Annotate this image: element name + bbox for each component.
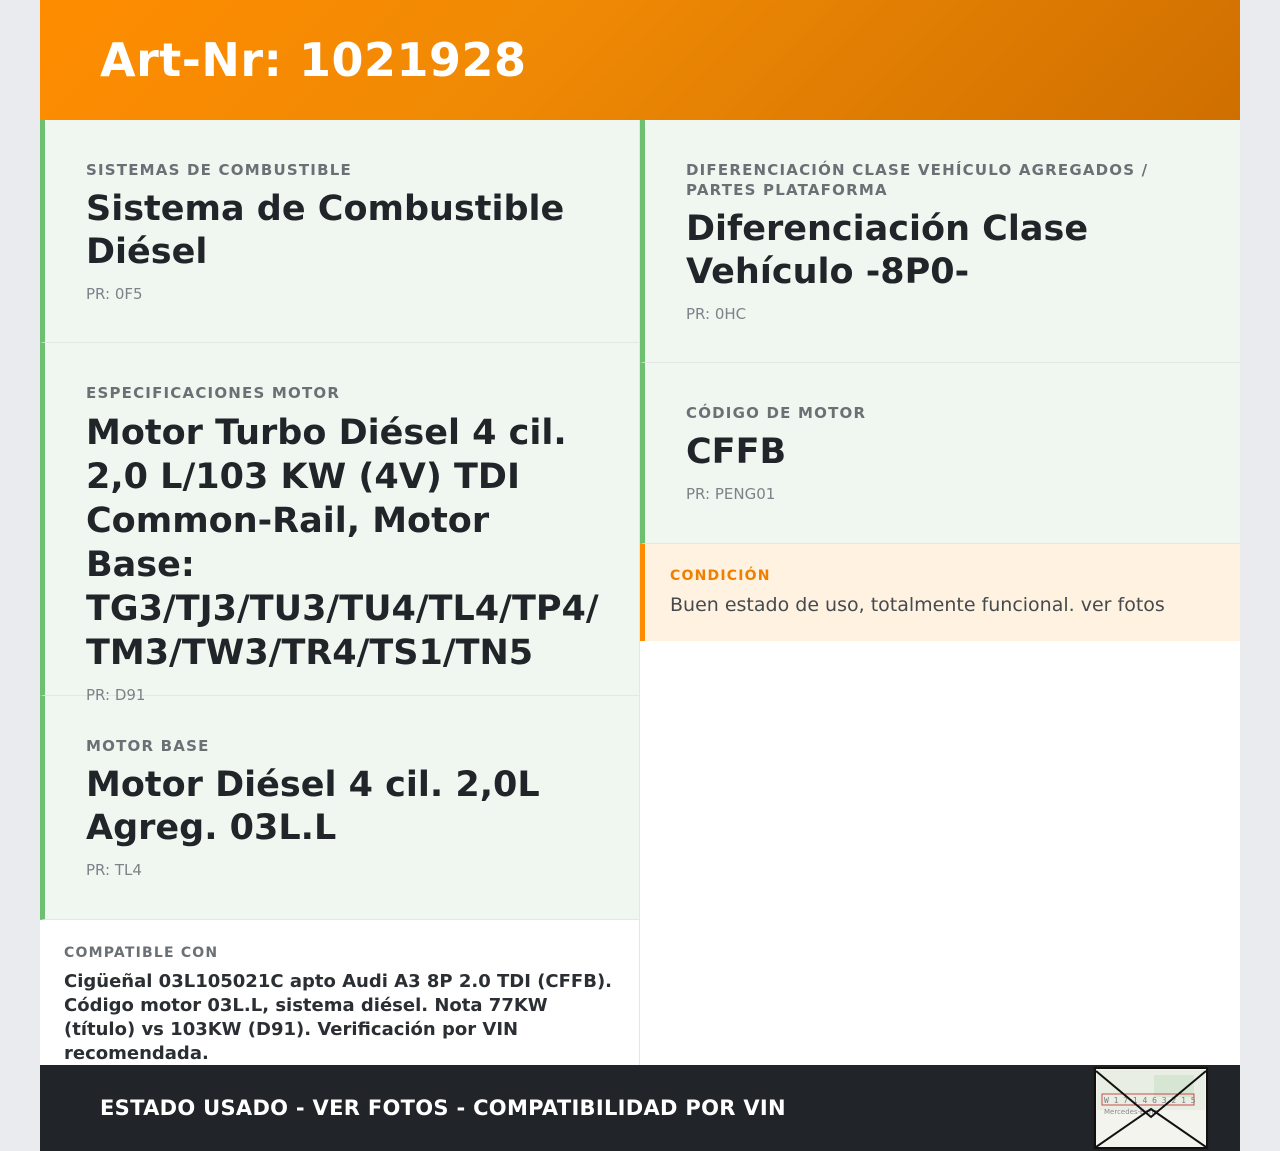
spec-card-pr-code: PR: 0F5 xyxy=(86,285,143,303)
spec-card-value: Diferenciación Clase Vehículo -8P0- xyxy=(686,209,1089,292)
condition-text: Buen estado de uso, totalmente funcional. ver fotos xyxy=(670,594,1165,616)
id-plate-image-icon xyxy=(1094,1067,1208,1149)
spec-card-vehicle-class xyxy=(640,120,1240,363)
spec-card-engine-specs xyxy=(40,343,639,704)
compatibility-section xyxy=(40,920,639,1066)
compatibility-text: Cigüeñal 03L105021C apto Audi A3 8P 2.0 TDI (CFFB). Código motor 03L.L, sistema diésel. Nota 77KW (título) vs 103KW (D91). Verificación por VIN recomendada. xyxy=(64,971,613,1064)
spec-card-label: ESPECIFICACIONES MOTOR xyxy=(86,384,341,402)
spec-card-pr-code: PR: 0HC xyxy=(686,305,747,323)
spec-card-engine-code xyxy=(640,363,1240,544)
spec-card-pr-code: PR: TL4 xyxy=(86,861,142,879)
header-bar xyxy=(40,0,1240,120)
plate-text: Mercedes-Benz xyxy=(1104,1108,1158,1116)
footer-bar xyxy=(40,1065,1240,1151)
spec-card-value: Motor Turbo Diésel 4 cil. 2,0 L/103 KW (4V) TDI Common-Rail, Motor Base: TG3/TJ3/TU3/TU4/TL4/TP4/ TM3/TW3/TR4/TS1/TN5 xyxy=(86,413,599,673)
condition-box xyxy=(640,544,1240,641)
spec-card-pr-code: PR: D91 xyxy=(86,686,146,704)
right-column xyxy=(640,120,1240,641)
product-sheet xyxy=(40,0,1240,1151)
svg-text:W 1 7 1 4 6 3 2 1 5: W 1 7 1 4 6 3 2 1 5 xyxy=(1104,1096,1196,1105)
spec-card-value: Sistema de Combustible Diésel xyxy=(86,189,565,272)
spec-card-base-engine xyxy=(40,696,639,920)
left-column xyxy=(40,120,639,920)
spec-card-label: SISTEMAS DE COMBUSTIBLE xyxy=(86,161,352,179)
compatibility-label: COMPATIBLE CON xyxy=(64,945,219,961)
article-number-title: Art-Nr: 1021928 xyxy=(100,33,527,87)
spec-card-label: CÓDIGO DE MOTOR xyxy=(686,404,867,422)
spec-card-label: DIFERENCIACIÓN CLASE VEHÍCULO AGREGADOS / PARTES PLATAFORMA xyxy=(686,161,1149,199)
spec-card-value: Motor Diésel 4 cil. 2,0L Agreg. 03L.L xyxy=(86,765,540,848)
spec-card-label: MOTOR BASE xyxy=(86,737,210,755)
spec-card-pr-code: PR: PENG01 xyxy=(686,485,776,503)
spec-card-value: CFFB xyxy=(686,432,787,472)
footer-text: ESTADO USADO - VER FOTOS - COMPATIBILIDAD POR VIN xyxy=(100,1096,786,1120)
spec-card-fuel-system xyxy=(40,120,639,343)
condition-label: CONDICIÓN xyxy=(670,568,771,584)
vehicle-id-plate-thumbnail[interactable] xyxy=(1092,1065,1210,1151)
